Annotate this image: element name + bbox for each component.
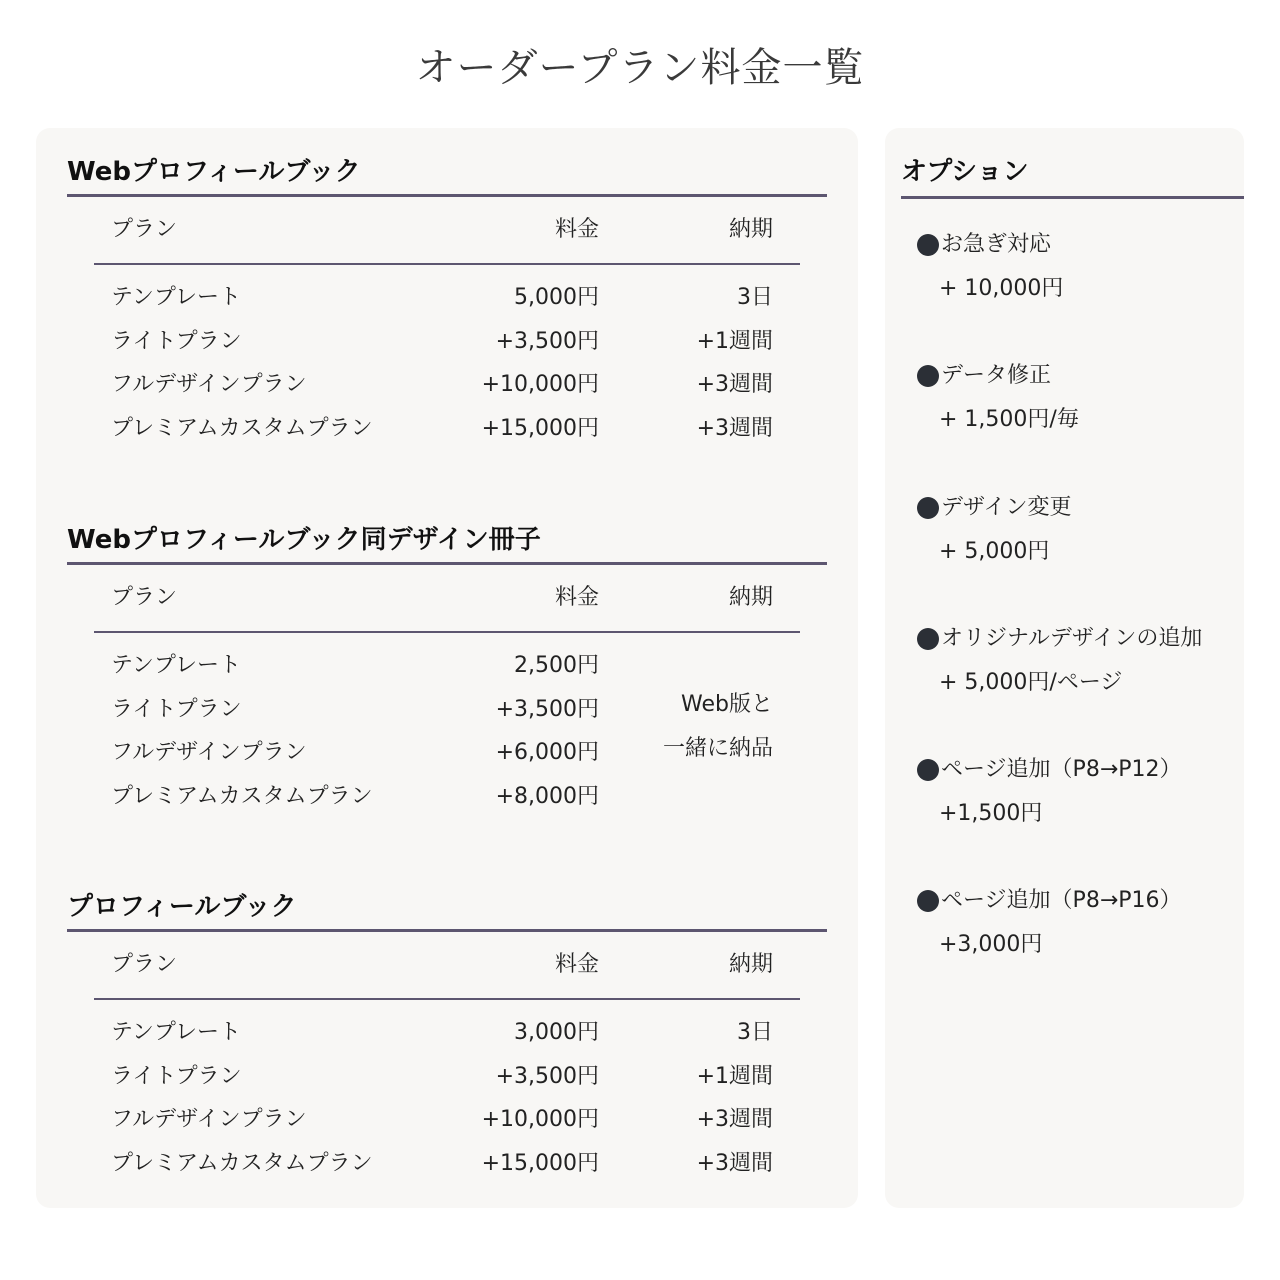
section-web-profile-book-booklet (67, 518, 827, 820)
column-header-plan: プラン (111, 952, 178, 977)
table-row (94, 408, 800, 452)
table-row (94, 1012, 800, 1056)
plan-name: ライトプラン (111, 696, 242, 722)
section-heading: Webプロフィールブック同デザイン冊子 (67, 525, 541, 555)
table-header (94, 932, 800, 1000)
plans-panel (36, 128, 858, 1208)
column-header-plan: プラン (111, 585, 178, 610)
plan-term: 3日 (737, 1020, 773, 1045)
merged-term-line: 一緒に納品 (662, 735, 773, 761)
table-body (94, 633, 800, 820)
plan-name: プレミアムカスタムプラン (111, 784, 373, 810)
option-item (917, 624, 1237, 698)
option-price: + 5,000円 (939, 539, 1050, 564)
column-header-price: 料金 (554, 217, 599, 242)
plan-price: 5,000円 (514, 285, 599, 310)
section-profile-book (67, 885, 827, 1187)
plan-term: +1週間 (696, 1063, 773, 1089)
option-item (917, 361, 1237, 435)
merged-term-note (663, 683, 773, 770)
table-row (94, 321, 800, 365)
bullet-icon (917, 759, 939, 781)
table-body (94, 265, 800, 452)
plan-price: +3,500円 (495, 696, 599, 722)
bullet-icon (917, 234, 939, 256)
option-price: + 10,000円 (939, 276, 1064, 301)
plan-term: +1週間 (696, 328, 773, 354)
plan-term: +3週間 (696, 1151, 773, 1177)
plan-name: プレミアムカスタムプラン (111, 416, 373, 442)
plan-price: +8,000円 (495, 784, 599, 810)
column-header-term: 納期 (728, 585, 773, 610)
table-row (94, 776, 800, 820)
plan-name: プレミアムカスタムプラン (111, 1151, 373, 1177)
plan-price: +10,000円 (481, 372, 599, 398)
option-price: +1,500円 (939, 801, 1043, 826)
column-header-term: 納期 (728, 952, 773, 977)
option-name: オリジナルデザインの追加 (941, 626, 1203, 651)
plan-price: +3,500円 (495, 1063, 599, 1089)
bullet-icon (917, 365, 939, 387)
option-name: お急ぎ対応 (941, 232, 1052, 257)
plan-name: ライトプラン (111, 328, 242, 354)
plan-price: +15,000円 (481, 1151, 599, 1177)
plan-price: +15,000円 (481, 416, 599, 442)
column-header-term: 納期 (728, 217, 773, 242)
plan-price: 3,000円 (514, 1020, 599, 1045)
table-header (94, 197, 800, 265)
plan-name: フルデザインプラン (111, 372, 307, 398)
merged-term-line: Web版と (681, 692, 773, 717)
section-web-profile-book (67, 150, 827, 452)
plan-price: +10,000円 (481, 1107, 599, 1133)
bullet-icon (917, 628, 939, 650)
plan-name: テンプレート (111, 1020, 242, 1045)
plan-name: テンプレート (111, 653, 242, 678)
table-row (94, 1056, 800, 1100)
heading-rule (901, 196, 1244, 199)
plan-term: +3週間 (696, 372, 773, 398)
bullet-icon (917, 497, 939, 519)
option-item (917, 755, 1237, 829)
plan-price: +3,500円 (495, 328, 599, 354)
options-heading: オプション (901, 157, 1029, 187)
plan-name: フルデザインプラン (111, 740, 307, 766)
option-name: ページ追加（P8→P12） (941, 757, 1182, 782)
table-row (94, 277, 800, 321)
plan-term: +3週間 (696, 1107, 773, 1133)
plan-name: ライトプラン (111, 1063, 242, 1089)
section-heading: プロフィールブック (67, 892, 297, 922)
table-body (94, 1000, 800, 1187)
page-title: オーダープラン料金一覧 (415, 45, 865, 91)
plan-price: 2,500円 (514, 653, 599, 678)
option-name: データ修正 (941, 363, 1052, 388)
option-item (917, 493, 1237, 567)
option-item (917, 886, 1237, 960)
table-row (94, 364, 800, 408)
option-price: + 1,500円/毎 (939, 407, 1079, 432)
table-header (94, 565, 800, 633)
option-price: +3,000円 (939, 932, 1043, 957)
option-price: + 5,000円/ページ (939, 670, 1123, 695)
option-item (917, 230, 1237, 304)
table-row (94, 1099, 800, 1143)
option-name: ページ追加（P8→P16） (941, 888, 1182, 913)
column-header-price: 料金 (554, 952, 599, 977)
option-name: デザイン変更 (941, 495, 1072, 520)
section-heading: Webプロフィールブック (67, 157, 361, 187)
column-header-plan: プラン (111, 217, 178, 242)
bullet-icon (917, 890, 939, 912)
plan-price: +6,000円 (495, 740, 599, 766)
table-row (94, 1143, 800, 1187)
options-panel (885, 128, 1244, 1208)
plan-name: フルデザインプラン (111, 1107, 307, 1133)
plan-term: 3日 (737, 285, 773, 310)
plan-term: +3週間 (696, 416, 773, 442)
plan-name: テンプレート (111, 285, 242, 310)
column-header-price: 料金 (554, 585, 599, 610)
